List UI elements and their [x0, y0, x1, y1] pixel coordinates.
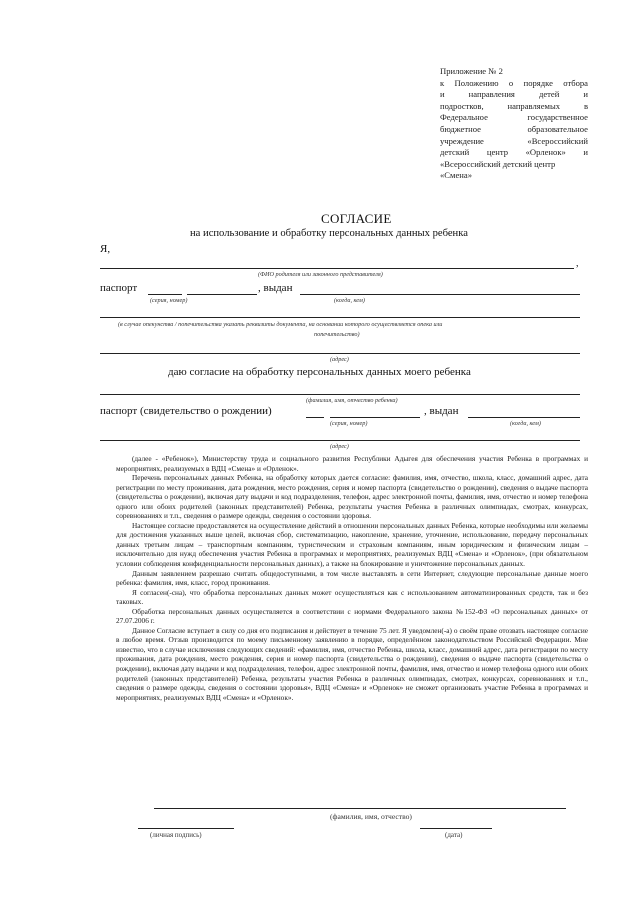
signature-name-line[interactable] — [154, 808, 566, 809]
appendix-line: и направления детей и — [440, 89, 588, 100]
child-name-line[interactable] — [100, 394, 580, 395]
fio-caption: (ФИО родителя или законного представителя) — [258, 271, 383, 278]
body-paragraph: (далее - «Ребенок»), Министерству труда и социального развития Республики Адыгея для обеспечения участия Ребенка в программах и мероприятиях, реализуемых в ВДЦ «Смена» и «Орленок». — [116, 454, 588, 473]
passport-label: паспорт — [100, 282, 138, 294]
guardian-doc-line[interactable] — [100, 317, 580, 318]
when-caption: (когда, кем) — [334, 297, 365, 304]
guardian-note: (в случае опекунства / попечительства указать реквизиты документа, на основании которого осуществляется опека или — [118, 321, 443, 328]
appendix-line: Приложение № 2 — [440, 66, 503, 76]
signature-name-caption: (фамилия, имя, отчество) — [330, 812, 412, 821]
passport-number-line[interactable] — [187, 294, 257, 295]
date-line[interactable] — [420, 828, 492, 829]
address-caption: (адрес) — [330, 356, 349, 363]
appendix-line: «Смена» — [440, 170, 472, 181]
consent-body — [116, 454, 588, 702]
document-subtitle: на использование и обработку персональных данных ребенка — [190, 228, 468, 239]
child-issued-label: , выдан — [424, 405, 459, 417]
body-paragraph: Данным заявлением разрешаю считать общедоступными, в том числе выставлять в сети Интернет, следующие персональные данные моего ребенка: фамилия, имя, класс, город проживания. — [116, 568, 588, 588]
child-issued-line[interactable] — [468, 417, 580, 418]
signature-caption: (личная подпись) — [150, 831, 202, 839]
appendix-line: «Всероссийский детский центр — [440, 158, 556, 169]
consent-statement: даю согласие на обработку персональных данных моего ребенка — [168, 366, 471, 378]
child-address-caption: (адрес) — [330, 443, 349, 450]
body-paragraph: Перечень персональных данных Ребенка, на обработку которых дается согласие: фамилия, имя, отчество, школа, класс, домашний адрес, дата регистрации по месту проживания, дата рождения, место рождения, серия и номер паспорта (свидетельство о рождении), сведения о выдаче паспорта (свидетельства о рождении), включая дату выдачи и код подразделения, телефон, адрес электронной почты, фамилия, имя, отчество и номер телефона одного или обоих родителей (законных представителей) Ребенка, результаты участия Ребенка в различных олимпиадах, смотрах, конкурсах, соревнованиях и т.п., сведения о размере одежды, сведения о состоянии здоровья. — [116, 473, 588, 521]
body-paragraph: Я согласен(-сна), что обработка персональных данных может осуществляться как с использованием автоматизированных средств, так и без таковых. — [116, 587, 588, 607]
personal-signature-line[interactable] — [138, 828, 234, 829]
appendix-line: к Положению о порядке отбора — [440, 77, 588, 88]
series-caption: (серия, номер) — [150, 297, 188, 304]
child-when-caption: (когда, кем) — [510, 420, 541, 427]
appendix-block — [440, 66, 588, 182]
child-series-caption: (серия, номер) — [330, 420, 368, 427]
passport-issued-label: , выдан — [258, 282, 293, 294]
passport-series-line[interactable] — [148, 294, 182, 295]
child-caption: (фамилия, имя, отчество ребенка) — [306, 397, 398, 404]
ya-label: Я, — [100, 243, 111, 255]
child-passport-label: паспорт (свидетельство о рождении) — [100, 405, 272, 417]
body-paragraph: Обработка персональных данных осуществляется в соответствии с нормами Федерального закона №152-ФЗ «О персональных данных» от 27.07.2006 г. — [116, 606, 588, 626]
fio-comma: , — [576, 258, 579, 269]
body-paragraph: Данное Согласие вступает в силу со дня его подписания и действует в течение 75 лет. Я уведомлен(-а) о своём праве отозвать настоящее согласие в любое время. Отзыв производится по моему письменному заявлению в порядке, определённом законодательством Российской Федерации. Мне известно, что в случае исключения следующих сведений: «фамилия, имя, отчество Ребенка, школа, класс, домашний адрес, дата регистрации по месту проживания, дата рождения, место рождения, серия и номер паспорта (свидетельства о рождении), сведения о выдаче паспорта (свидетельства о рождении), включая дату выдачи и код подразделения, телефон, адрес электронной почты, фамилия, имя, отчество и номер телефона одного или обоих родителей (законных представителей) Ребенка, результаты участия Ребенка в различных олимпиадах, смотрах, конкурсах, соревнованиях и т.п., сведения о размере одежды, сведения о состоянии здоровья», ВДЦ «Смена» и «Орленок» не сможет организовать участие Ребенка в программах и мероприятиях, реализуемых ВДЦ «Смена» и «Орленок». — [116, 625, 588, 702]
appendix-line: бюджетное образовательное — [440, 123, 588, 134]
child-address-line[interactable] — [100, 440, 580, 441]
guardian-note-cont: попечительство) — [314, 331, 360, 338]
appendix-line: учреждение «Всероссийский — [440, 135, 588, 146]
appendix-line: Федеральное государственное — [440, 112, 588, 123]
document-title: СОГЛАСИЕ — [321, 211, 392, 226]
child-series-line[interactable] — [306, 417, 324, 418]
child-number-line[interactable] — [330, 417, 420, 418]
appendix-line: подростков, направляемых в — [440, 100, 588, 111]
passport-issued-line[interactable] — [300, 294, 580, 295]
appendix-line: детский центр «Орленок» и — [440, 147, 588, 158]
date-caption: (дата) — [445, 831, 463, 839]
address-line[interactable] — [100, 353, 580, 354]
fio-field-line[interactable] — [100, 268, 574, 269]
body-paragraph: Настоящее согласие предоставляется на осуществление действий в отношении персональных данных Ребенка, которые необходимы или желаемы для достижения указанных выше целей, включая сбор, систематизацию, накопление, хранение, уточнение, использование, передачу персональных данных третьим лицам – транспортным компаниям, туристическим и страховым компаниям, иным юридическим и физическим лицам – исключительно для нужд обеспечения участия Ребенка в программах и мероприятиях, реализуемых ВДЦ «Смена» и «Орленок», (при обязательном условии соблюдения конфиденциальности персональных данных), а также на блокирование и уничтожение персональных данных. — [116, 520, 588, 569]
